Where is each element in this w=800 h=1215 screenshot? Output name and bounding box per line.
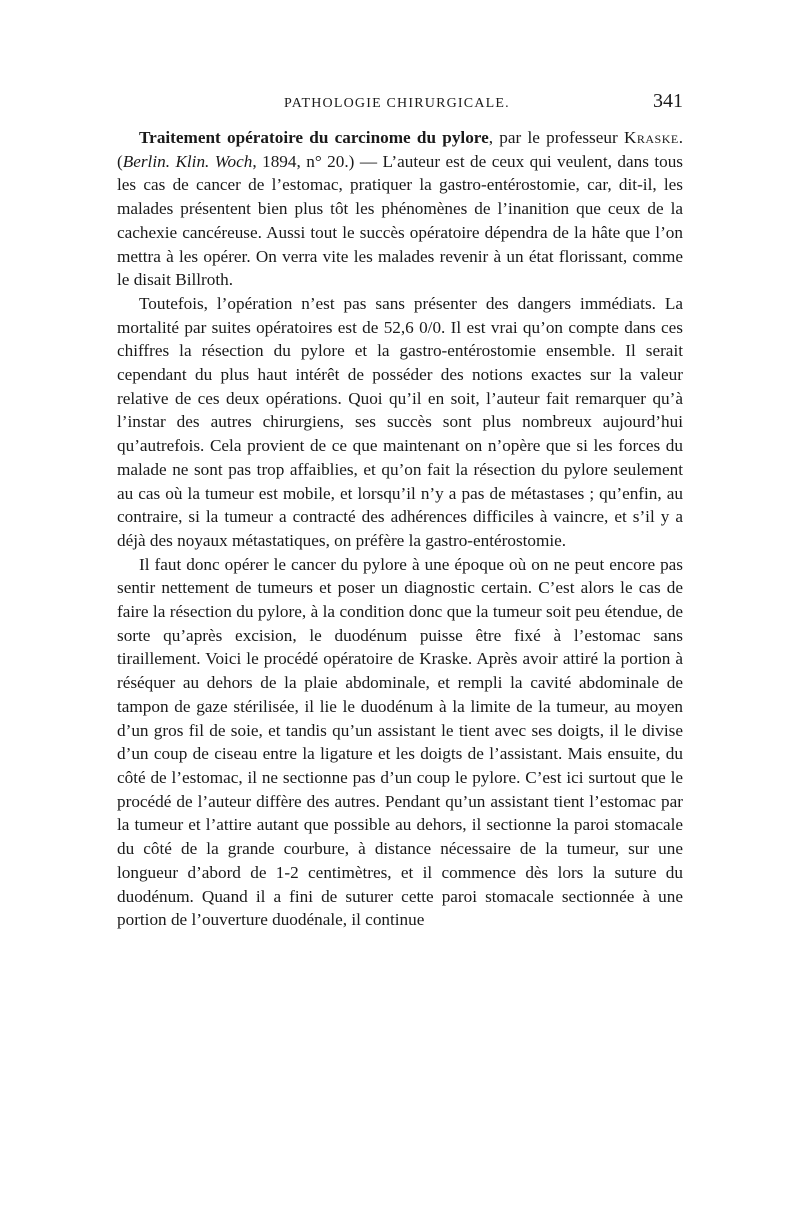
page-number: 341 <box>653 90 683 112</box>
article-body <box>117 126 683 932</box>
paragraph-2: Toutefois, l’opération n’est pas sans présenter des dangers immédiats. La mortalité par suites opératoires est de 52,6 0/0. Il est vrai qu’on compte dans ces chiffres la résection du pylore et la gastro-entérostomie ensemble. Il serait cependant du plus haut intérêt de posséder des notions exactes sur la valeur relative de ces deux opérations. Quoi qu’il en soit, l’auteur fait remarquer qu’à l’instar des autres chirurgiens, ses succès sont plus nombreux aujourd’hui qu’autrefois. Cela provient de ce que maintenant on n’opère que si les forces du malade ne sont pas trop affaiblies, et qu’on fait la résection du pylore seulement au cas où la tumeur est mobile, et lorsqu’il n’y a pas de métastases ; qu’enfin, au contraire, si la tumeur a contracté des adhérences difficiles à vaincre, et s’il y a déjà des noyaux métastatiques, on préfère la gastro-entérostomie. <box>117 293 683 550</box>
reference-open: . ( <box>117 128 683 171</box>
author-name: Kraske <box>623 128 679 147</box>
byline: , par le professeur <box>488 128 624 147</box>
running-title: PATHOLOGIE CHIRURGICALE. <box>284 96 510 111</box>
article-title: Traitement opératoire du carcinome du pylore <box>139 128 489 147</box>
running-head <box>117 90 683 120</box>
paragraph-3: Il faut donc opérer le cancer du pylore à une époque où on ne peut encore pas sentir nettement de tumeurs et poser un diagnostic certain. C’est alors le cas de faire la résection du pylore, à la condition donc que la tumeur soit peu étendue, de sorte qu’après excision, le duodénum puisse être fixé à l’estomac sans tiraillement. Voici le procédé opératoire de Kraske. Après avoir attiré la portion à réséquer au dehors de la plaie abdominale, et rempli la cavité abdominale de tampon de gaze stérilisée, il lie le duodénum à la limite de la tumeur, au moyen d’un gros fil de soie, et tandis qu’un assistant le tient avec ses doigts, il le divise d’un coup de ciseau entre la ligature et les doigts de l’assistant. Mais ensuite, du côté de l’estomac, il ne sectionne pas d’un coup le pylore. C’est ici surtout que le procédé de l’auteur diffère des autres. Pendant qu’un assistant tient l’estomac par la tumeur et l’attire autant que possible au dehors, il sectionne la paroi stomacale du côté de la grande courbure, à distance nécessaire de la tumeur, sur une longueur d’abord de 1-2 centimètres, et il commence dès lors la suture du duodénum. Quand il a fini de suturer cette paroi stomacale sectionnée à une portion de l’ouverture duodénale, il continue <box>117 554 683 930</box>
paragraph-1 <box>117 126 683 292</box>
reference-details: , 1894, n° 20.) <box>252 151 355 171</box>
paragraph-1-text: — L’auteur est de ceux qui veulent, dans tous les cas de cancer de l’estomac, pratiquer la gastro-entérostomie, car, dit-il, les malades présentent bien plus tôt les phénomènes de l’inanition que ceux de la cachexie cancéreuse. Aussi tout le succès opératoire dépendra de la hâte que l’on mettra à les opérer. On verra vite les malades revenir à un état florissant, comme le disait Billroth. <box>117 151 683 290</box>
book-page <box>117 90 683 932</box>
journal-name: Berlin. Klin. Woch <box>122 151 253 171</box>
